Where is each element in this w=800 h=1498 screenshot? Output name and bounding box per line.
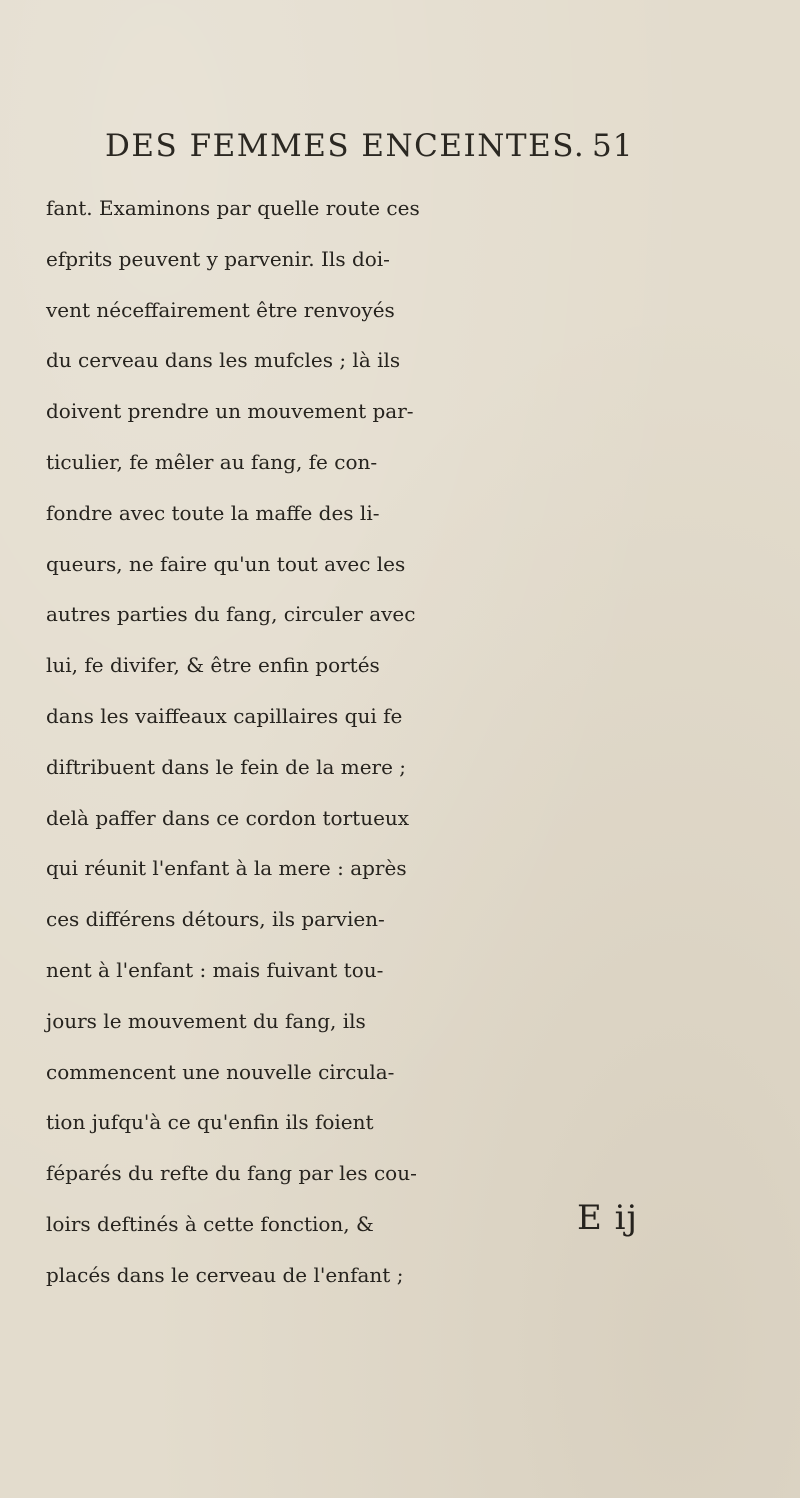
text-line-11: dans les vaiffeaux capillaires qui fe: [46, 703, 403, 728]
text-line-17: jours le mouvement du fang, ils: [46, 1008, 366, 1033]
text-line-6: ticulier, fe mêler au fang, fe con-: [46, 449, 378, 474]
text-line-1: fant. Examinons par quelle route ces: [46, 196, 420, 220]
body-text: [46, 183, 766, 1301]
text-line-21: loirs deftinés à cette fonction, &: [46, 1211, 374, 1236]
catchword: E ij: [577, 1198, 639, 1238]
text-line-20: féparés du refte du fang par les cou-: [46, 1161, 417, 1186]
text-line-22: placés dans le cerveau de l'enfant ;: [46, 1262, 404, 1287]
running-header: [105, 128, 705, 178]
text-line-12: diftribuent dans le fein de la mere ;: [46, 754, 407, 779]
text-line-18: commencent une nouvelle circula-: [46, 1059, 395, 1084]
text-line-13: delà paffer dans ce cordon tortueux: [46, 805, 410, 830]
text-line-19: tion jufqu'à ce qu'enfin ils foient: [46, 1110, 374, 1135]
text-line-9: autres parties du fang, circuler avec: [46, 602, 416, 627]
header-title: DES FEMMES ENCEINTES.: [105, 128, 586, 164]
page-number: 51: [592, 128, 634, 164]
text-line-14: qui réunit l'enfant à la mere : après: [46, 856, 407, 881]
text-line-4: du cerveau dans les mufcles ; là ils: [46, 348, 401, 373]
text-line-16: nent à l'enfant : mais fuivant tou-: [46, 957, 384, 982]
text-line-5: doivent prendre un mouvement par-: [46, 399, 414, 424]
text-line-8: queurs, ne faire qu'un tout avec les: [46, 551, 406, 576]
text-line-3: vent néceffairement être renvoyés: [46, 297, 395, 322]
text-line-10: lui, fe divifer, & être enfin portés: [46, 653, 380, 678]
text-line-2: efprits peuvent y parvenir. Ils doi-: [46, 246, 390, 271]
text-line-7: fondre avec toute la maffe des li-: [46, 500, 380, 525]
text-line-15: ces différens détours, ils parvien-: [46, 907, 385, 932]
